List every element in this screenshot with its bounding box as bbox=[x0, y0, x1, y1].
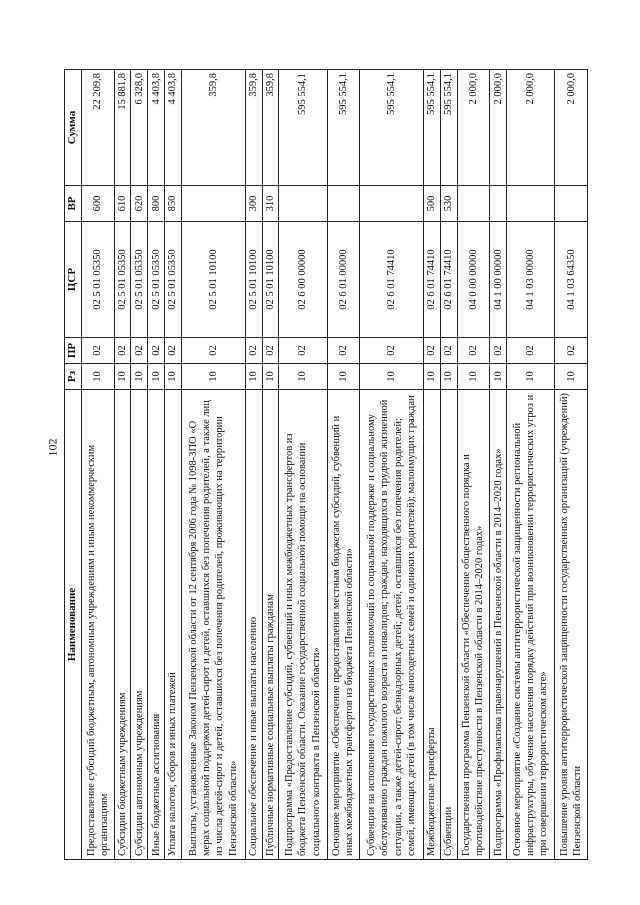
table-row bbox=[181, 70, 245, 860]
row-vr: 600 bbox=[82, 186, 115, 222]
row-sum: 595 554,1 bbox=[279, 70, 327, 186]
row-name: Подпрограмма «Профилактика правонарушений в Пензенской области в 2014–2020 годах» bbox=[490, 390, 507, 860]
row-vr bbox=[279, 186, 327, 222]
row-sum: 595 554,1 bbox=[424, 70, 441, 186]
table-row bbox=[424, 70, 441, 860]
row-csr: 04 1 03 64350 bbox=[555, 222, 588, 338]
row-csr: 04 1 00 00000 bbox=[490, 222, 507, 338]
row-sum: 359,8 bbox=[245, 70, 262, 186]
row-rz: 10 bbox=[424, 364, 441, 390]
table-row bbox=[327, 70, 360, 860]
row-sum: 359,8 bbox=[262, 70, 279, 186]
row-pr: 02 bbox=[131, 338, 148, 364]
row-vr bbox=[360, 186, 424, 222]
row-pr: 02 bbox=[424, 338, 441, 364]
row-name: Иные бюджетные ассигнования bbox=[148, 390, 165, 860]
row-name: Социальное обеспечение и иные выплаты населению bbox=[245, 390, 262, 860]
row-csr: 02 5 01 05350 bbox=[114, 222, 131, 338]
row-csr: 02 5 01 10100 bbox=[245, 222, 262, 338]
row-rz: 10 bbox=[360, 364, 424, 390]
row-csr: 02 6 00 00000 bbox=[279, 222, 327, 338]
row-pr: 02 bbox=[490, 338, 507, 364]
row-pr: 02 bbox=[181, 338, 245, 364]
row-pr: 02 bbox=[440, 338, 457, 364]
row-rz: 10 bbox=[131, 364, 148, 390]
row-rz: 10 bbox=[507, 364, 555, 390]
row-sum: 2 000,0 bbox=[507, 70, 555, 186]
row-name: Государственная программа Пензенской области «Обеспечение общественного порядка и противодействие преступности в Пензенской области в 2014–2020 годах» bbox=[457, 390, 490, 860]
row-pr: 02 bbox=[279, 338, 327, 364]
row-name: Выплаты, установленные Законом Пензенской области от 12 сентября 2006 года № 1098-ЗПО «О мерах социальной поддержки детей-сирот и детей, оставшихся без попечения родителей, а также лиц из числа детей-сирот и детей, оставшихся без попечения родителей, проживающих на территории Пензенской области» bbox=[181, 390, 245, 860]
row-name: Уплата налогов, сборов и иных платежей bbox=[165, 390, 182, 860]
table-row bbox=[457, 70, 490, 860]
row-vr: 500 bbox=[424, 186, 441, 222]
row-csr: 02 5 01 10100 bbox=[262, 222, 279, 338]
row-csr: 02 6 01 00000 bbox=[327, 222, 360, 338]
rotated-table-container bbox=[64, 70, 588, 860]
row-rz: 10 bbox=[114, 364, 131, 390]
row-vr: 620 bbox=[131, 186, 148, 222]
table-row bbox=[165, 70, 182, 860]
row-sum: 595 554,1 bbox=[327, 70, 360, 186]
row-sum: 2 000,0 bbox=[457, 70, 490, 186]
row-vr: 800 bbox=[148, 186, 165, 222]
row-name: Публичные нормативные социальные выплаты гражданам bbox=[262, 390, 279, 860]
row-pr: 02 bbox=[245, 338, 262, 364]
row-name: Предоставление субсидий бюджетным, автономным учреждениям и иным некоммерческим организациям bbox=[82, 390, 115, 860]
table-row bbox=[490, 70, 507, 860]
row-pr: 02 bbox=[457, 338, 490, 364]
row-rz: 10 bbox=[457, 364, 490, 390]
row-name: Основное мероприятие «Обеспечение предоставления местным бюджетам субсидий, субвенций и иных межбюджетных трансфертов из бюджета Пензенской области» bbox=[327, 390, 360, 860]
table-header-row bbox=[65, 70, 82, 860]
row-pr: 02 bbox=[82, 338, 115, 364]
row-pr: 02 bbox=[148, 338, 165, 364]
row-name: Субвенции на исполнение государственных полномочий по социальной поддержке и социальному обслуживанию граждан пожилого возраста и инвалидов; граждан, находящихся в трудной жизненной ситуации, а также детей-сирот; безнадзорных детей; детей, оставшихся без попечения родителей; семей, имеющих детей (в том числе многодетных семей и одиноких родителей); малоимущих граждан bbox=[360, 390, 424, 860]
table-row bbox=[360, 70, 424, 860]
row-name: Повышение уровня антитеррористической защищенности государственных организаций (учреждений) Пензенской области bbox=[555, 390, 588, 860]
budget-table bbox=[64, 69, 588, 860]
row-rz: 10 bbox=[555, 364, 588, 390]
row-csr: 02 6 01 74410 bbox=[440, 222, 457, 338]
table-row bbox=[131, 70, 148, 860]
row-name: Субсидии бюджетным учреждениям bbox=[114, 390, 131, 860]
row-pr: 02 bbox=[327, 338, 360, 364]
row-name: Субсидии автономным учреждениям bbox=[131, 390, 148, 860]
row-rz: 10 bbox=[148, 364, 165, 390]
row-csr: 04 0 00 00000 bbox=[457, 222, 490, 338]
row-vr bbox=[555, 186, 588, 222]
row-vr bbox=[507, 186, 555, 222]
row-csr: 02 5 01 05350 bbox=[165, 222, 182, 338]
header-rz: Рз bbox=[65, 364, 82, 390]
row-csr: 02 6 01 74410 bbox=[360, 222, 424, 338]
row-vr: 310 bbox=[262, 186, 279, 222]
row-sum: 15 881,8 bbox=[114, 70, 131, 186]
row-pr: 02 bbox=[114, 338, 131, 364]
row-vr bbox=[490, 186, 507, 222]
page-number: 102 bbox=[45, 438, 60, 457]
row-rz: 10 bbox=[262, 364, 279, 390]
header-sum: Сумма bbox=[65, 70, 82, 186]
table-row bbox=[555, 70, 588, 860]
row-rz: 10 bbox=[245, 364, 262, 390]
row-csr: 02 5 01 05350 bbox=[148, 222, 165, 338]
header-csr: ЦСР bbox=[65, 222, 82, 338]
row-name: Основное мероприятие «Создание системы антитеррористической защищенности региональной инфраструктуры, обучение населения порядку действий при возникновении террористических угроз и при совершении террористическом акте» bbox=[507, 390, 555, 860]
row-csr: 04 1 03 00000 bbox=[507, 222, 555, 338]
header-pr: ПР bbox=[65, 338, 82, 364]
row-name: Субвенции bbox=[440, 390, 457, 860]
row-rz: 10 bbox=[327, 364, 360, 390]
table-row bbox=[148, 70, 165, 860]
row-sum: 4 403,8 bbox=[165, 70, 182, 186]
table-row bbox=[245, 70, 262, 860]
row-sum: 4 403,8 bbox=[148, 70, 165, 186]
row-rz: 10 bbox=[279, 364, 327, 390]
row-csr: 02 6 01 74410 bbox=[424, 222, 441, 338]
row-sum: 359,8 bbox=[181, 70, 245, 186]
row-sum: 6 328,0 bbox=[131, 70, 148, 186]
row-pr: 02 bbox=[507, 338, 555, 364]
row-rz: 10 bbox=[82, 364, 115, 390]
row-sum: 595 554,1 bbox=[440, 70, 457, 186]
row-pr: 02 bbox=[165, 338, 182, 364]
row-pr: 02 bbox=[262, 338, 279, 364]
table-row bbox=[440, 70, 457, 860]
row-csr: 02 5 01 10100 bbox=[181, 222, 245, 338]
row-vr: 850 bbox=[165, 186, 182, 222]
row-sum: 22 209,8 bbox=[82, 70, 115, 186]
row-vr bbox=[457, 186, 490, 222]
row-sum: 595 554,1 bbox=[360, 70, 424, 186]
table-row bbox=[279, 70, 327, 860]
table-row bbox=[507, 70, 555, 860]
row-vr: 300 bbox=[245, 186, 262, 222]
table-row bbox=[262, 70, 279, 860]
row-sum: 2 000,0 bbox=[555, 70, 588, 186]
row-vr bbox=[181, 186, 245, 222]
row-sum: 2 000,0 bbox=[490, 70, 507, 186]
row-rz: 10 bbox=[181, 364, 245, 390]
table-row bbox=[82, 70, 115, 860]
row-csr: 02 5 01 05350 bbox=[82, 222, 115, 338]
row-name: Подпрограмма «Предоставление субсидий, субвенций и иных межбюджетных трансфертов из бюджета Пензенской области. Оказание государственной социальной помощи на основании социального контракта в Пензенской области» bbox=[279, 390, 327, 860]
row-vr: 530 bbox=[440, 186, 457, 222]
row-rz: 10 bbox=[165, 364, 182, 390]
row-vr: 610 bbox=[114, 186, 131, 222]
table-row bbox=[114, 70, 131, 860]
row-pr: 02 bbox=[555, 338, 588, 364]
row-rz: 10 bbox=[490, 364, 507, 390]
row-csr: 02 5 01 05350 bbox=[131, 222, 148, 338]
row-name: Межбюджетные трансферты bbox=[424, 390, 441, 860]
row-pr: 02 bbox=[360, 338, 424, 364]
header-name: Наименование bbox=[65, 390, 82, 860]
header-vr: ВР bbox=[65, 186, 82, 222]
row-vr bbox=[327, 186, 360, 222]
row-rz: 10 bbox=[440, 364, 457, 390]
